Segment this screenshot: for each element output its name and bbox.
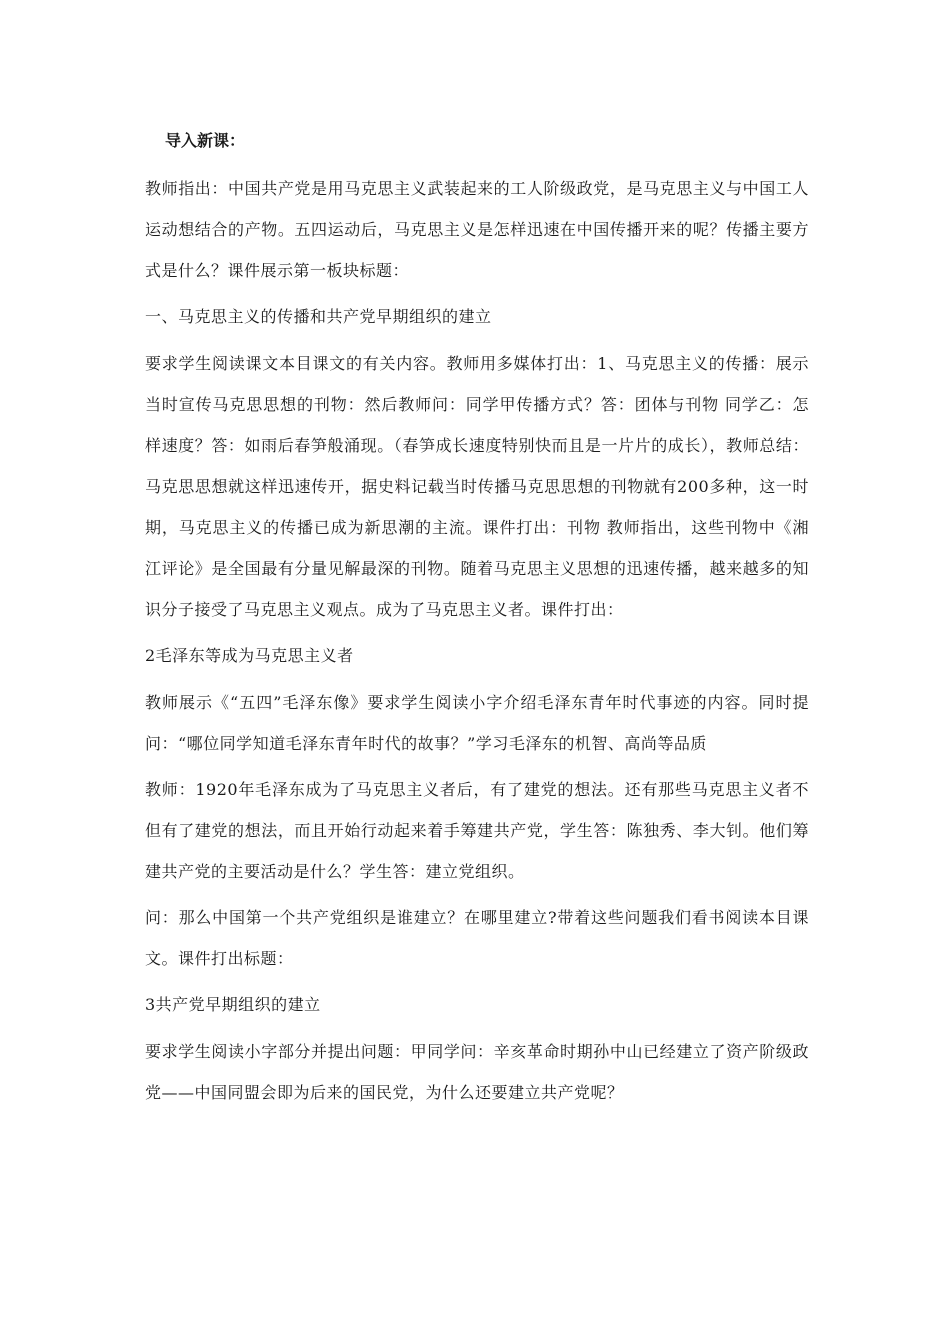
paragraph-intro: 教师指出：中国共产党是用马克思主义武装起来的工人阶级政党，是马克思主义与中国工人运动想结合的产物。五四运动后，马克思主义是怎样迅速在中国传播开来的呢？传播主要方式是什么？课件展示第一板块标题： (145, 179, 809, 280)
paragraph-marxism-spread: 要求学生阅读课文本目课文的有关内容。教师用多媒体打出：1、马克思主义的传播：展示当时宣传马克思思想的刊物：然后教师问：同学甲传播方式？答：团体与刊物 同学乙：怎样速度？答：如雨后春笋般涌现。（春笋成长速度特别快而且是一片片的成长），教师总结：马克思思想就这样迅速传开，据史料记载当时传播马克思思想的刊物就有200多种，这一时期，马克思主义的传播已成为新思潮的主流。课件打出：刊物 教师指出，这些刊物中《湘江评论》是全国最有分量见解最深的刊物。随着马克思主义思想的迅速传播，越来越多的知识分子接受了马克思主义观点。成为了马克思主义者。课件打出： (145, 354, 809, 619)
paragraph-question: 问：那么中国第一个共产党组织是谁建立？在哪里建立?带着这些问题我们看书阅读本目课文。课件打出标题： (145, 908, 809, 968)
document-page (145, 120, 809, 1118)
paragraph-mao-portrait: 教师展示《“五四”毛泽东像》要求学生阅读小字介绍毛泽东青年时代事迹的内容。同时提问：“哪位同学知道毛泽东青年时代的故事？”学习毛泽东的机智、高尚等品质 (145, 693, 809, 753)
paragraph-student-question: 要求学生阅读小字部分并提出问题：甲同学问：辛亥革命时期孙中山已经建立了资产阶级政党——中国同盟会即为后来的国民党，为什么还要建立共产党呢？ (145, 1042, 809, 1102)
subsection-title-3: 3共产党早期组织的建立 (145, 995, 321, 1014)
section-heading: 导入新课： (165, 131, 246, 150)
paragraph-party-founding: 教师：1920年毛泽东成为了马克思主义者后，有了建党的想法。还有那些马克思主义者不但有了建党的想法，而且开始行动起来着手筹建共产党，学生答：陈独秀、李大钊。他们筹建共产党的主要活动是什么？学生答：建立党组织。 (145, 780, 809, 881)
section-title-1: 一、马克思主义的传播和共产党早期组织的建立 (145, 307, 492, 326)
subsection-title-2: 2毛泽东等成为马克思主义者 (145, 646, 354, 665)
